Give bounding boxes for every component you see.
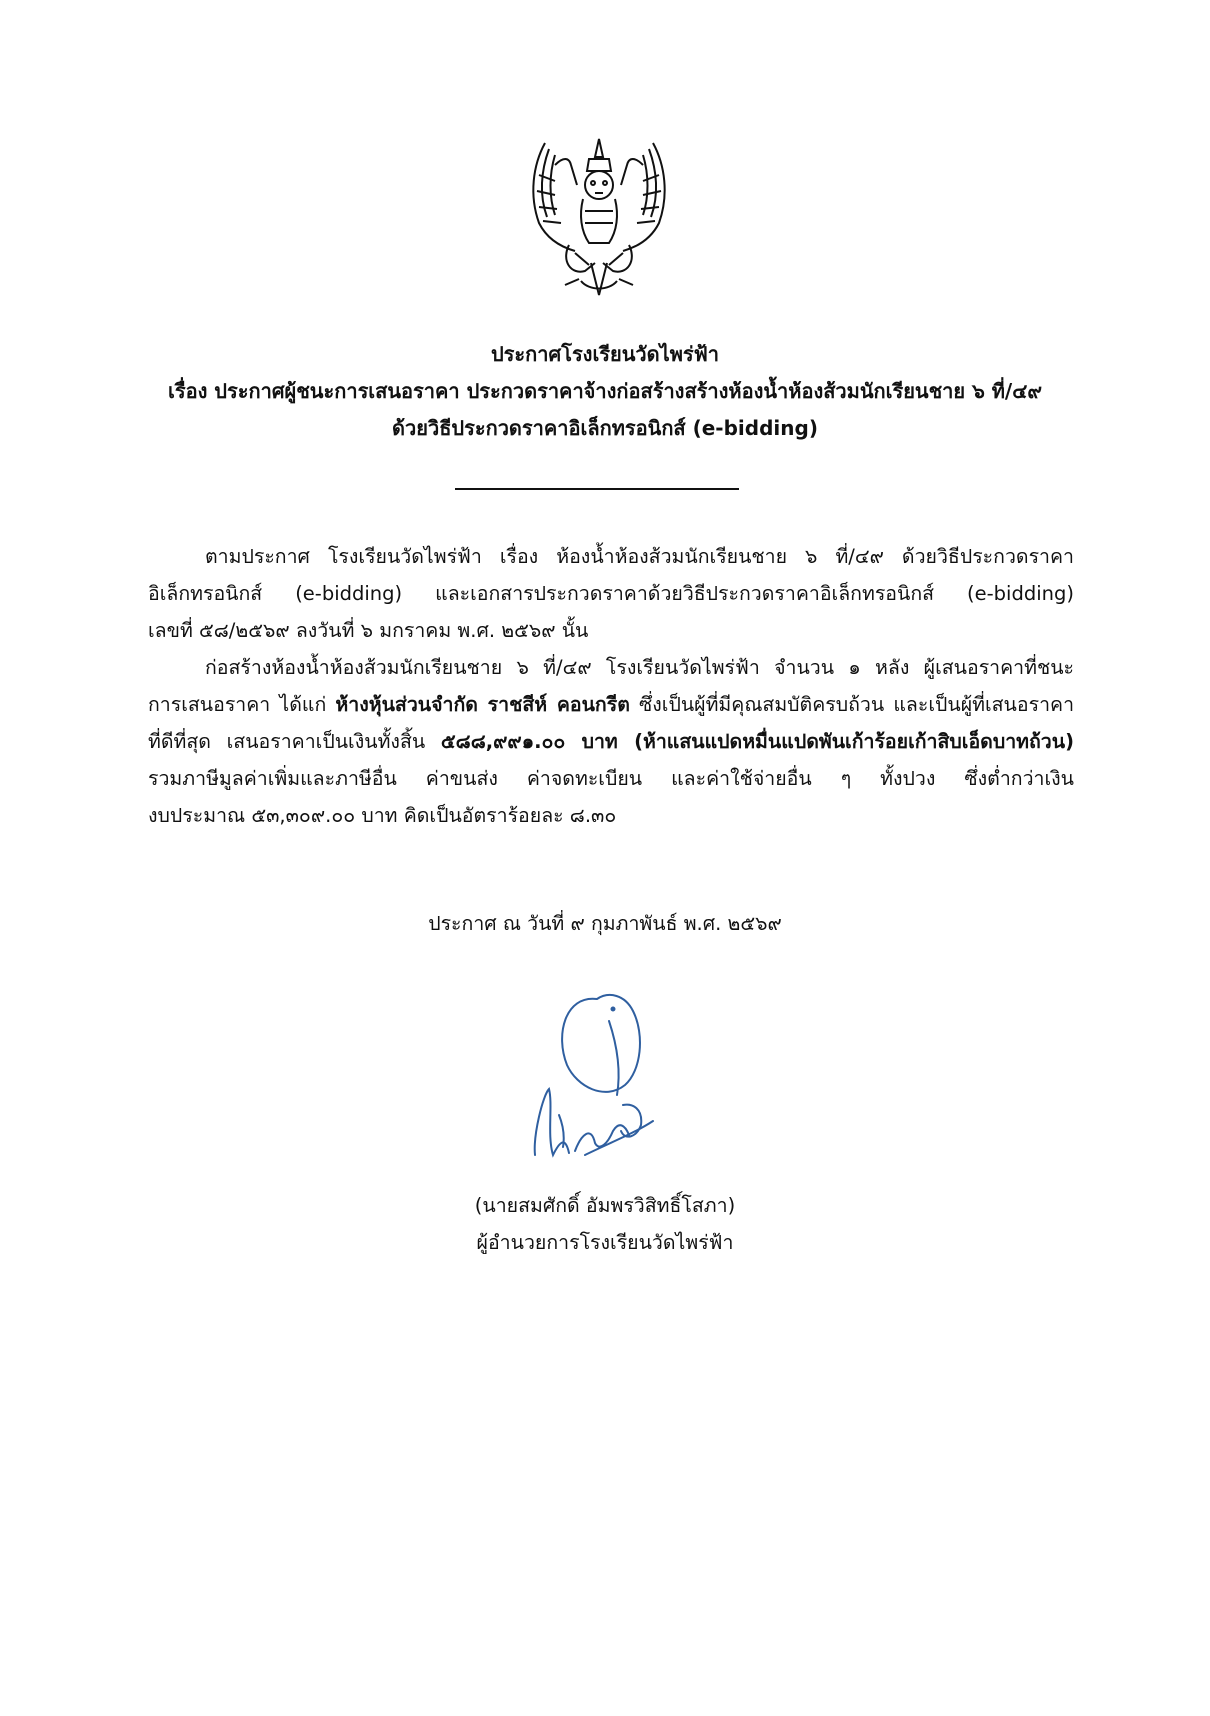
signer-name: (นายสมศักดิ์ อัมพรวิสิทธิ์โสภา) [474,1194,736,1217]
paragraph2-line2 [148,690,1074,720]
paragraph1-line3: เลขที่ ๕๘/๒๕๖๙ ลงวันที่ ๖ มกราคม พ.ศ. ๒๕๖๙ นั้น [148,619,589,642]
announcement-date: ประกาศ ณ วันที่ ๙ กุมภาพันธ์ พ.ศ. ๒๕๖๙ [428,912,782,935]
winning-bid-amount: ๕๘๘,๙๙๑.๐๐ บาท (ห้าแสนแปดหมื่นแปดพันเก้าร้อยเก้าสิบเอ็ดบาทถ้วน) [440,730,1074,753]
qualification-text: ซึ่งเป็นผู้ที่มีคุณสมบัติครบถ้วน และเป็นผู้ที่เสนอราคา [629,693,1075,716]
award-intro-text: การเสนอราคา ได้แก่ [148,693,336,716]
paragraph2-line4: รวมภาษีมูลค่าเพิ่มและภาษีอื่น ค่าขนส่ง ค่าจดทะเบียน และค่าใช้จ่ายอื่น ๆ ทั้งปวง ซึ่งต่ำกว่าเงิน [148,767,1074,790]
paragraph1-line1: ตามประกาศ โรงเรียนวัดไพร่ฟ้า เรื่อง ห้องน้ำห้องส้วมนักเรียนชาย ๖ ที่/๔๙ ด้วยวิธีประกวดราคา [205,545,1074,568]
bid-amount-intro: ที่ดีที่สุด เสนอราคาเป็นเงินทั้งสิ้น [148,730,441,753]
paragraph1-line2: อิเล็กทรอนิกส์ (e-bidding) และเอกสารประกวดราคาด้วยวิธีประกวดราคาอิเล็กทรอนิกส์ (e-bidding) [148,582,1074,605]
divider-line [455,488,739,490]
winning-bidder: ห้างหุ้นส่วนจำกัด ราชสีห์ คอนกรีต [335,693,630,716]
handwritten-signature-icon [525,975,675,1175]
announcement-method: ด้วยวิธีประกวดราคาอิเล็กทรอนิกส์ (e-bidding) [392,416,818,440]
paragraph2-line3 [148,727,1074,757]
paragraph2-line5: งบประมาณ ๕๓,๓๐๙.๐๐ บาท คิดเป็นอัตราร้อยละ ๘.๓๐ [148,804,617,827]
paragraph2-line1: ก่อสร้างห้องน้ำห้องส้วมนักเรียนชาย ๖ ที่/๔๙ โรงเรียนวัดไพร่ฟ้า จำนวน ๑ หลัง ผู้เสนอราคาที่ชนะ [205,656,1075,679]
signer-position: ผู้อำนวยการโรงเรียนวัดไพร่ฟ้า [476,1231,734,1254]
announcement-subject: เรื่อง ประกาศผู้ชนะการเสนอราคา ประกวดราคาจ้างก่อสร้างสร้างห้องน้ำห้องส้วมนักเรียนชาย ๖ ที่/๔๙ [167,379,1043,403]
garuda-emblem-icon [525,135,673,307]
announcement-title: ประกาศโรงเรียนวัดไพร่ฟ้า [490,342,720,366]
